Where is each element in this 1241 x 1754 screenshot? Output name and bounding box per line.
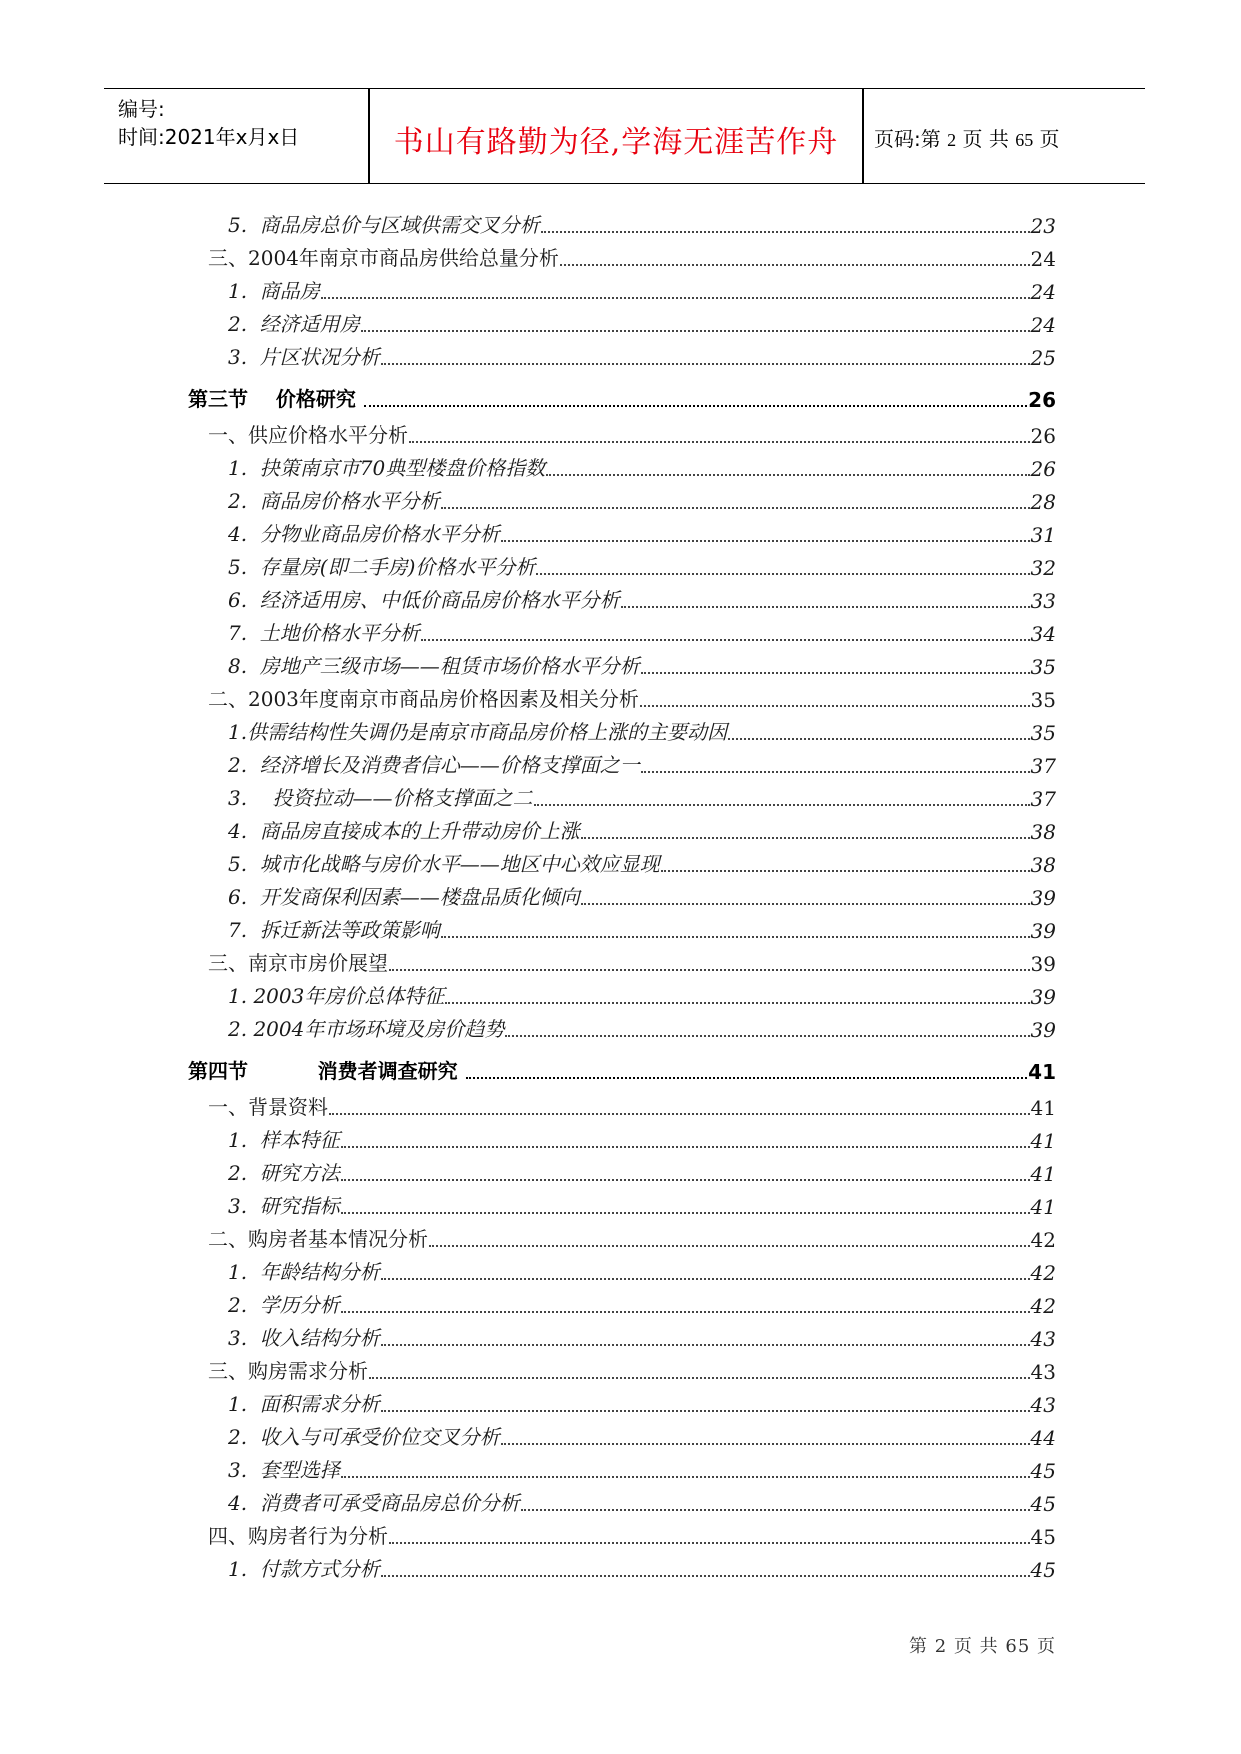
toc-entry-label: 4. 分物业商品房价格水平分析 xyxy=(228,522,500,546)
toc-dot-leader xyxy=(381,1344,1030,1346)
toc-subentry[interactable] xyxy=(0,851,1241,884)
toc-subentry[interactable] xyxy=(0,653,1241,686)
toc-subentry[interactable] xyxy=(0,455,1241,488)
toc-dot-leader xyxy=(341,1179,1030,1181)
toc-dot-leader xyxy=(505,1035,1029,1037)
toc-page-number: 24 xyxy=(1030,313,1056,337)
page-header xyxy=(104,88,1145,184)
toc-page-number: 26 xyxy=(1030,424,1056,448)
toc-dot-leader xyxy=(381,363,1030,365)
toc-entry-label: 1. 付款方式分析 xyxy=(228,1557,380,1581)
toc-page-number: 28 xyxy=(1030,490,1056,514)
toc-entry-label: 2. 商品房价格水平分析 xyxy=(228,489,440,513)
toc-dot-leader xyxy=(560,264,1030,266)
toc-entry-label: 3. 投资拉动——价格支撑面之二 xyxy=(228,786,533,810)
toc-dot-leader xyxy=(341,1476,1030,1478)
toc-entry-label: 7. 土地价格水平分析 xyxy=(228,621,420,645)
toc-entry-label: 4. 商品房直接成本的上升带动房价上涨 xyxy=(228,819,580,843)
toc-dot-leader xyxy=(501,1443,1030,1445)
toc-subentry[interactable] xyxy=(0,587,1241,620)
header-page-mid: 页 共 xyxy=(962,127,1009,151)
toc-subentry[interactable] xyxy=(0,278,1241,311)
toc-entry-label: 二、2003年度南京市商品房价格因素及相关分析 xyxy=(208,687,639,711)
toc-subentry[interactable] xyxy=(0,620,1241,653)
toc-page-number: 39 xyxy=(1030,919,1056,943)
toc-dot-leader xyxy=(501,540,1030,542)
toc-section-heading[interactable] xyxy=(0,1049,1241,1094)
toc-dot-leader xyxy=(661,870,1030,872)
toc-entry-label: 第四节 消费者调查研究 xyxy=(188,1059,465,1083)
toc-subentry[interactable] xyxy=(0,1490,1241,1523)
toc-entry-label: 3. 收入结构分析 xyxy=(228,1326,380,1350)
toc-dot-leader xyxy=(321,297,1030,299)
toc-chapter-entry[interactable] xyxy=(0,1094,1241,1127)
toc-entry-label: 2. 经济增长及消费者信心——价格支撑面之一 xyxy=(228,753,640,777)
toc-page-number: 39 xyxy=(1030,886,1056,910)
toc-entry-label: 4. 消费者可承受商品房总价分析 xyxy=(228,1491,520,1515)
toc-entry-label: 2. 研究方法 xyxy=(228,1161,340,1185)
toc-chapter-entry[interactable] xyxy=(0,950,1241,983)
toc-entry-label: 2. 学历分析 xyxy=(228,1293,340,1317)
toc-page-number: 37 xyxy=(1030,754,1056,778)
toc-subentry[interactable] xyxy=(0,1556,1241,1589)
toc-subentry[interactable] xyxy=(0,983,1241,1016)
toc-dot-leader xyxy=(341,1146,1030,1148)
toc-entry-label: 三、购房需求分析 xyxy=(208,1359,368,1383)
toc-page-number: 41 xyxy=(1028,1060,1056,1084)
toc-dot-leader xyxy=(409,441,1030,443)
toc-page-number: 39 xyxy=(1030,952,1056,976)
toc-subentry[interactable] xyxy=(0,1325,1241,1358)
toc-dot-leader xyxy=(728,738,1029,740)
toc-page-number: 45 xyxy=(1030,1525,1056,1549)
toc-page-number: 42 xyxy=(1030,1294,1056,1318)
toc-chapter-entry[interactable] xyxy=(0,422,1241,455)
toc-dot-leader xyxy=(521,1509,1030,1511)
toc-entry-label: 3. 研究指标 xyxy=(228,1194,340,1218)
toc-subentry[interactable] xyxy=(0,1391,1241,1424)
toc-page-number: 37 xyxy=(1030,787,1056,811)
toc-subentry[interactable] xyxy=(0,917,1241,950)
toc-dot-leader xyxy=(329,1113,1030,1115)
toc-dot-leader xyxy=(541,231,1030,233)
toc-subentry[interactable] xyxy=(0,884,1241,917)
toc-page-number: 43 xyxy=(1030,1393,1056,1417)
header-number-label: 编号: xyxy=(118,97,165,121)
toc-page-number: 41 xyxy=(1030,1129,1056,1153)
toc-section-heading[interactable] xyxy=(0,377,1241,422)
toc-entry-label: 1. 年龄结构分析 xyxy=(228,1260,380,1284)
toc-entry-label: 5. 存量房(即二手房)价格水平分析 xyxy=(228,555,536,579)
toc-subentry[interactable] xyxy=(0,1259,1241,1292)
toc-page-number: 34 xyxy=(1030,622,1056,646)
toc-dot-leader xyxy=(389,1542,1030,1544)
toc-entry-label: 6. 经济适用房、中低价商品房价格水平分析 xyxy=(228,588,620,612)
header-page-total: 65 xyxy=(1015,130,1034,150)
header-divider-right xyxy=(862,89,864,183)
toc-subentry[interactable] xyxy=(0,1457,1241,1490)
toc-page-number: 24 xyxy=(1030,247,1056,271)
toc-subentry[interactable] xyxy=(0,311,1241,344)
toc-entry-label: 一、供应价格水平分析 xyxy=(208,423,408,447)
toc-entry-label: 1. 样本特征 xyxy=(228,1128,340,1152)
toc-subentry[interactable] xyxy=(0,1193,1241,1226)
toc-dot-leader xyxy=(381,1575,1030,1577)
toc-entry-label: 第三节 价格研究 xyxy=(188,387,363,411)
toc-entry-label: 1.供需结构性失调仍是南京市商品房价格上涨的主要动因 xyxy=(228,720,728,744)
toc-page-number: 24 xyxy=(1030,280,1056,304)
toc-subentry[interactable] xyxy=(0,554,1241,587)
header-meta xyxy=(118,95,299,151)
header-motto: 书山有路勤为径,学海无涯苦作舟 xyxy=(393,125,839,160)
toc-dot-leader xyxy=(361,330,1030,332)
toc-page-number: 41 xyxy=(1030,1096,1056,1120)
toc-subentry[interactable] xyxy=(0,344,1241,377)
toc-entry-label: 2. 经济适用房 xyxy=(228,312,360,336)
table-of-contents xyxy=(0,212,1241,1589)
toc-dot-leader xyxy=(641,771,1030,773)
toc-dot-leader xyxy=(536,573,1029,575)
toc-entry-label: 1. 商品房 xyxy=(228,279,320,303)
toc-entry-label: 四、购房者行为分析 xyxy=(208,1524,388,1548)
toc-dot-leader xyxy=(429,1245,1030,1247)
toc-dot-leader xyxy=(534,804,1030,806)
toc-page-number: 42 xyxy=(1030,1261,1056,1285)
toc-dot-leader xyxy=(369,1377,1030,1379)
toc-page-number: 45 xyxy=(1030,1492,1056,1516)
toc-dot-leader xyxy=(364,405,1027,407)
toc-entry-label: 3. 套型选择 xyxy=(228,1458,340,1482)
toc-dot-leader xyxy=(640,705,1030,707)
toc-subentry[interactable] xyxy=(0,785,1241,818)
toc-subentry[interactable] xyxy=(0,1424,1241,1457)
toc-page-number: 32 xyxy=(1030,556,1056,580)
toc-subentry[interactable] xyxy=(0,1292,1241,1325)
toc-page-number: 38 xyxy=(1030,820,1056,844)
toc-subentry[interactable] xyxy=(0,488,1241,521)
toc-dot-leader xyxy=(466,1077,1028,1079)
toc-page-number: 42 xyxy=(1030,1228,1056,1252)
toc-dot-leader xyxy=(445,1002,1029,1004)
toc-entry-label: 1. 面积需求分析 xyxy=(228,1392,380,1416)
toc-entry-label: 二、购房者基本情况分析 xyxy=(208,1227,428,1251)
toc-page-number: 33 xyxy=(1030,589,1056,613)
toc-dot-leader xyxy=(341,1212,1030,1214)
toc-entry-label: 2. 2004年市场环境及房价趋势 xyxy=(228,1017,505,1041)
toc-chapter-entry[interactable] xyxy=(0,1226,1241,1259)
page-footer: 第 2 页 共 65 页 xyxy=(909,1636,1056,1657)
toc-subentry[interactable] xyxy=(0,1127,1241,1160)
toc-dot-leader xyxy=(441,507,1030,509)
toc-page-number: 26 xyxy=(1030,457,1056,481)
toc-dot-leader xyxy=(581,837,1030,839)
toc-entry-label: 三、2004年南京市商品房供给总量分析 xyxy=(208,246,559,270)
header-time-label: 时间:2021年x月x日 xyxy=(118,125,300,149)
toc-dot-leader xyxy=(381,1278,1030,1280)
toc-subentry[interactable] xyxy=(0,1160,1241,1193)
toc-page-number: 25 xyxy=(1030,346,1056,370)
header-page-label: 页码:第 xyxy=(874,127,941,151)
header-page-end: 页 xyxy=(1039,127,1060,151)
toc-page-number: 35 xyxy=(1030,688,1056,712)
toc-page-number: 44 xyxy=(1030,1426,1056,1450)
toc-subentry[interactable] xyxy=(0,1016,1241,1049)
toc-entry-label: 5. 城市化战略与房价水平——地区中心效应显现 xyxy=(228,852,660,876)
toc-dot-leader xyxy=(581,903,1030,905)
toc-entry-label: 5. 商品房总价与区域供需交叉分析 xyxy=(228,213,540,237)
toc-entry-label: 1. 2003年房价总体特征 xyxy=(228,984,445,1008)
toc-page-number: 41 xyxy=(1030,1162,1056,1186)
toc-subentry[interactable] xyxy=(0,818,1241,851)
toc-page-number: 39 xyxy=(1030,1018,1056,1042)
toc-entry-label: 6. 开发商保利因素——楼盘品质化倾向 xyxy=(228,885,580,909)
toc-subentry[interactable] xyxy=(0,212,1241,245)
toc-entry-label: 7. 拆迁新法等政策影响 xyxy=(228,918,440,942)
header-page-number: 2 xyxy=(947,130,957,150)
toc-entry-label: 一、背景资料 xyxy=(208,1095,328,1119)
toc-dot-leader xyxy=(381,1410,1030,1412)
toc-page-number: 23 xyxy=(1030,214,1056,238)
toc-dot-leader xyxy=(389,969,1030,971)
toc-entry-label: 2. 收入与可承受价位交叉分析 xyxy=(228,1425,500,1449)
toc-page-number: 31 xyxy=(1030,523,1056,547)
toc-dot-leader xyxy=(421,639,1030,641)
toc-page-number: 35 xyxy=(1030,721,1056,745)
toc-entry-label: 8. 房地产三级市场——租赁市场价格水平分析 xyxy=(228,654,640,678)
toc-dot-leader xyxy=(621,606,1030,608)
toc-subentry[interactable] xyxy=(0,719,1241,752)
toc-entry-label: 三、南京市房价展望 xyxy=(208,951,388,975)
toc-chapter-entry[interactable] xyxy=(0,686,1241,719)
toc-page-number: 39 xyxy=(1030,985,1056,1009)
toc-entry-label: 3. 片区状况分析 xyxy=(228,345,380,369)
toc-page-number: 41 xyxy=(1030,1195,1056,1219)
header-page-indicator xyxy=(874,123,1060,152)
toc-page-number: 38 xyxy=(1030,853,1056,877)
toc-chapter-entry[interactable] xyxy=(0,245,1241,278)
toc-dot-leader xyxy=(641,672,1030,674)
toc-chapter-entry[interactable] xyxy=(0,1523,1241,1556)
toc-page-number: 26 xyxy=(1028,388,1056,412)
toc-page-number: 43 xyxy=(1030,1360,1056,1384)
toc-entry-label: 1. 抉策南京市70典型楼盘价格指数 xyxy=(228,456,546,480)
toc-page-number: 45 xyxy=(1030,1558,1056,1582)
toc-page-number: 35 xyxy=(1030,655,1056,679)
toc-page-number: 45 xyxy=(1030,1459,1056,1483)
toc-dot-leader xyxy=(441,936,1030,938)
toc-chapter-entry[interactable] xyxy=(0,1358,1241,1391)
toc-subentry[interactable] xyxy=(0,752,1241,785)
toc-subentry[interactable] xyxy=(0,521,1241,554)
toc-page-number: 43 xyxy=(1030,1327,1056,1351)
toc-dot-leader xyxy=(546,474,1029,476)
toc-dot-leader xyxy=(341,1311,1030,1313)
